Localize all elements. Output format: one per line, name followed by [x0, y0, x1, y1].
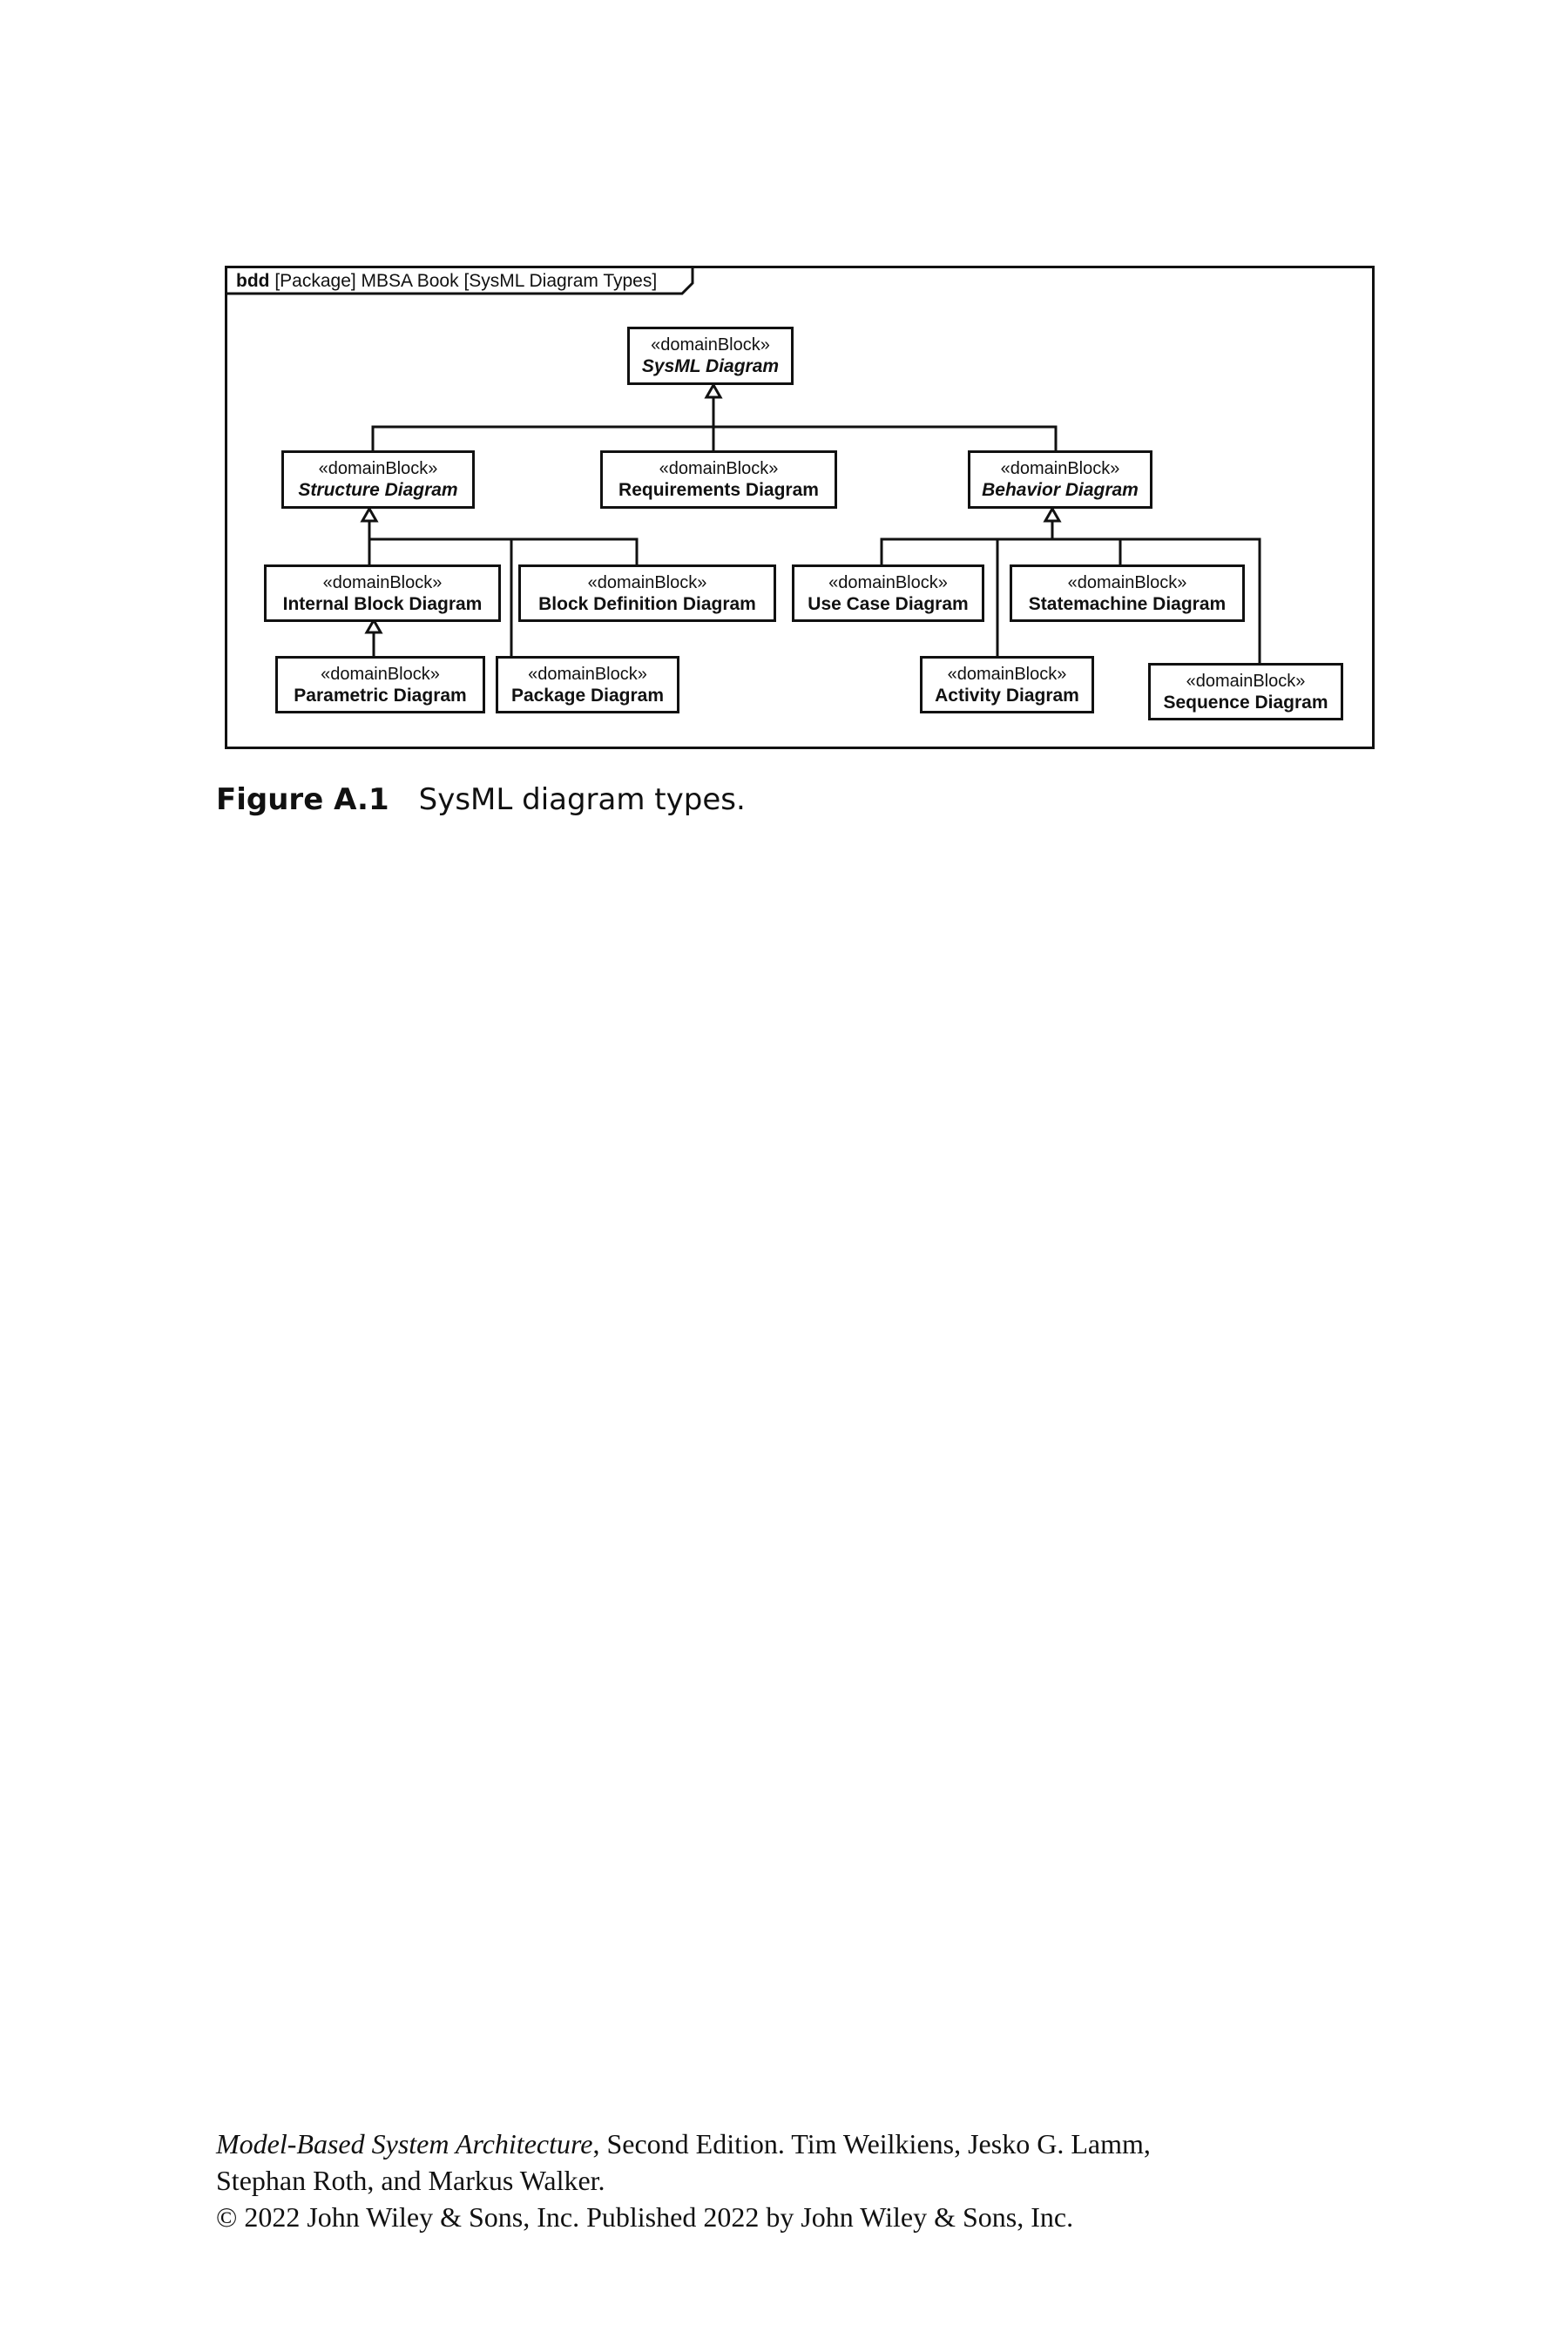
block-structure-diagram[interactable] — [281, 450, 475, 509]
block-stereotype: «domainBlock» — [321, 664, 440, 684]
block-activity-diagram[interactable] — [920, 656, 1094, 713]
block-use-case-diagram[interactable] — [792, 564, 984, 622]
figure-number: Figure A.1 — [216, 782, 389, 817]
block-name: Structure Diagram — [298, 480, 458, 501]
block-stereotype: «domainBlock» — [1067, 572, 1187, 592]
block-stereotype: «domainBlock» — [528, 664, 647, 684]
block-name: Parametric Diagram — [294, 685, 467, 706]
generalization-arrowhead — [706, 385, 720, 397]
block-name: Package Diagram — [510, 685, 665, 706]
block-behavior-diagram[interactable] — [968, 450, 1152, 509]
block-name: Statemachine Diagram — [1028, 593, 1227, 614]
block-parametric-diagram[interactable] — [275, 656, 485, 713]
generalization-arrowhead — [1045, 509, 1059, 521]
block-name: Sequence Diagram — [1163, 692, 1328, 713]
book-title: Model-Based System Architecture — [216, 2128, 593, 2159]
figure-caption-text: SysML diagram types. — [418, 782, 746, 817]
block-sequence-diagram[interactable] — [1148, 663, 1343, 720]
diagram-kind: bdd — [236, 271, 270, 291]
block-requirements-diagram[interactable] — [600, 450, 837, 509]
block-internal-block-diagram[interactable] — [264, 564, 501, 622]
block-stereotype: «domainBlock» — [947, 664, 1067, 684]
block-name: Behavior Diagram — [982, 480, 1139, 501]
block-name: Internal Block Diagram — [282, 593, 483, 614]
footer-line-1 — [216, 2126, 1151, 2162]
block-name: Use Case Diagram — [808, 593, 969, 614]
generalization-arrowhead — [367, 620, 381, 632]
block-definition-diagram — [225, 266, 1375, 749]
figure-caption — [216, 782, 746, 817]
footer-edition-authors: , Second Edition. Tim Weilkiens, Jesko G. Lamm, — [592, 2128, 1151, 2159]
block-stereotype: «domainBlock» — [318, 459, 438, 478]
block-name: Activity Diagram — [935, 685, 1079, 706]
block-block-definition-diagram[interactable] — [518, 564, 776, 622]
block-package-diagram[interactable] — [496, 656, 679, 713]
block-name: SysML Diagram — [641, 356, 780, 377]
generalization-line — [369, 539, 637, 566]
block-stereotype: «domainBlock» — [322, 572, 443, 592]
diagram-header-text: [Package] MBSA Book [SysML Diagram Types] — [274, 271, 658, 291]
block-stereotype: «domainBlock» — [587, 572, 707, 592]
block-stereotype: «domainBlock» — [659, 459, 779, 478]
block-stereotype: «domainBlock» — [1000, 459, 1120, 478]
block-stereotype: «domainBlock» — [651, 335, 770, 355]
footer-line-2: Stephan Roth, and Markus Walker. — [216, 2165, 605, 2196]
block-name: Block Definition Diagram — [538, 593, 756, 614]
footer-line-3: © 2022 John Wiley & Sons, Inc. Published 2022 by John Wiley & Sons, Inc. — [216, 2201, 1074, 2233]
block-stereotype: «domainBlock» — [1186, 671, 1306, 691]
block-name: Requirements Diagram — [618, 480, 819, 501]
generalization-arrowhead — [362, 509, 376, 521]
copyright-footer — [216, 2126, 1151, 2235]
block-stereotype: «domainBlock» — [828, 572, 948, 592]
block-statemachine-diagram[interactable] — [1010, 564, 1245, 622]
block-sysml-diagram[interactable] — [627, 327, 794, 385]
